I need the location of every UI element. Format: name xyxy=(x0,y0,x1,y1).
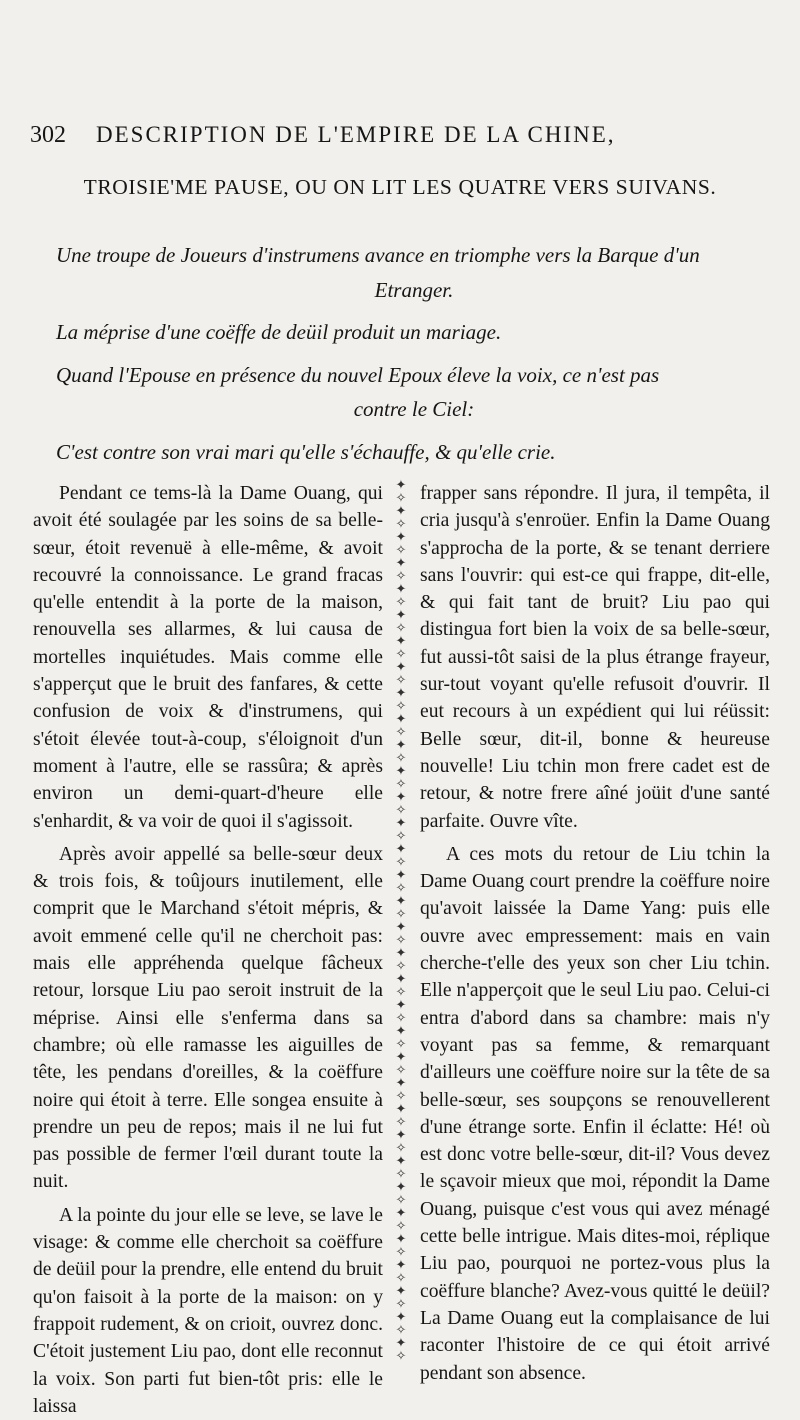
verse-text: C'est contre son vrai mari qu'elle s'échauffe, & qu'elle crie. xyxy=(56,439,556,464)
running-title: DESCRIPTION DE L'EMPIRE DE LA CHINE, xyxy=(96,122,616,147)
page-number: 302 xyxy=(30,122,66,148)
paragraph: A ces mots du retour de Liu tchin la Dame Ouang court prendre la coëffure noire qu'avoit laissée la Dame Yang: puis elle ouvre avec empressement: mais en vain cherche-t'elle des yeux son cher Liu tchin. Elle n'apperçoit que le seul Liu pao. Celui-ci entra d'abord dans sa chambre: mais n'y voyant pas sa femme, & remarquant d'ailleurs une coëffure noire sur la tête de sa belle-sœur, ses soupçons se renouvellerent d'une étrange sorte. Enfin il éclatte: Hé! où est donc votre belle-sœur, dit-il? Vous devez le sçavoir mieux que moi, répondit la Dame Ouang, puisque c'est vous qui avez ménagé cette belle intrigue. Mais dites-moi, réplique Liu pao, pourquoi ne portez-vous plus la coëffure blanche? Avez-vous quitté le deüil? La Dame Ouang eut la complaisance de lui raconter l'histoire de ce qui étoit arrivé pendant son absence. xyxy=(420,843,770,1384)
verse-text: Une troupe de Joueurs d'instrumens avance en triomphe vers la Barque d'un xyxy=(56,243,700,267)
verse-continuation: Etranger. xyxy=(374,277,454,302)
paragraph: A la pointe du jour elle se leve, se lave le visage: & comme elle cherchoit sa coëffure de deüil pour la prendre, elle entend du bruit qu'on faisoit à la porte de la maison: on y frappoit rudement, & on crioit, ouvrez donc. C'étoit justement Liu pao, dont elle reconnut la voix. Son parti fut bien-tôt pris: elle le laissa xyxy=(33,1204,383,1417)
verse-line xyxy=(56,315,772,350)
paragraph: Pendant ce tems-là la Dame Ouang, qui avoit été soulagée par les soins de sa belle-sœur, étoit revenuë à elle-même, & avoit recouvré la connoissance. Le grand fracas qu'elle entendit à la porte de la maison, renouvella ses allarmes, & lui causa de mortelles inquiétudes. Mais comme elle s'apperçut que le bruit des fanfares, & cette confusion de voix & d'instrumens, qui s'étoit élevée tout-à-coup, s'éloignoit d'un moment à l'autre, elle se rassûra; & après environ un demi-quart-d'heure elle s'enhardit, & va voir de quoi il s'agissoit. xyxy=(33,483,383,832)
verse-continuation: contre le Ciel: xyxy=(353,397,475,421)
verse-block xyxy=(56,238,772,477)
verse-line xyxy=(56,435,772,470)
right-column xyxy=(420,480,770,1387)
verse-line xyxy=(56,238,772,307)
running-header xyxy=(30,122,770,149)
paragraph: frapper sans répondre. Il jura, il tempêta, il cria jusqu'à s'enroüer. Enfin la Dame Ouang s'approcha de la porte, & se tenant derriere sans l'ouvrir: qui est-ce qui frappe, dit-elle, & qui fait tant de bruit? Liu pao qui distingua fort bien la voix de sa belle-sœur, fut aussi-tôt saisi de la plus étrange frayeur, sur-tout voyant qu'elle refusoit d'ouvrir. Il eut recours à un expédient qui lui réüssit: Belle sœur, dit-il, bonne & heureuse nouvelle! Liu tchin mon frere cadet est de retour, & notre frere aîné joüit d'une santé parfaite. Ouvre vîte. xyxy=(420,483,770,832)
left-column xyxy=(33,480,383,1420)
paragraph: Après avoir appellé sa belle-sœur deux & trois fois, & toûjours inutilement, elle comprit que le Marchand s'étoit mépris, & avoit emmené celle qu'il ne cherchoit pas: mais elle appréhenda quelque fâcheux retour, lorsque Liu pao seroit instruit de la méprise. Ainsi elle s'enferma dans sa chambre; où elle ramasse les aiguilles de tête, les pendans d'oreilles, & la coëffure noire qui étoit à terre. Elle songea ensuite à prendre un peu de repos; mais il ne lui fut pas possible de fermer l'œil durant toute la nuit. xyxy=(33,843,383,1193)
verse-text: Quand l'Epouse en présence du nouvel Epoux éleve la voix, ce n'est pas xyxy=(56,362,660,387)
column-divider-ornament: ✦ ✧ ✦ ✧ ✦ ✧ ✦ ✧ ✦ ✧ ✦ ✧ ✦ ✧ ✦ ✧ ✦ ✧ ✦ ✧ ✦ ✧ ✦ ✧ ✦ ✧ ✦ ✧ ✦ ✧ ✦ ✧ ✦ ✧ ✦ ✧ ✦ ✧ ✦ ✧ ✦ ✧ ✦ ✧ ✦ ✧ ✦ ✧ ✦ ✧ ✦ ✧ ✦ ✧ ✦ ✧ ✦ ✧ ✦ ✧ ✦ ✧ ✦ ✧ ✦ ✧ ✦ ✧ xyxy=(395,478,407,1363)
verse-line xyxy=(56,358,772,427)
section-heading: TROISIE'ME PAUSE, OU ON LIT LES QUATRE VERS SUIVANS. xyxy=(83,175,717,199)
verse-text: La méprise d'une coëffe de deüil produit un mariage. xyxy=(56,320,502,344)
